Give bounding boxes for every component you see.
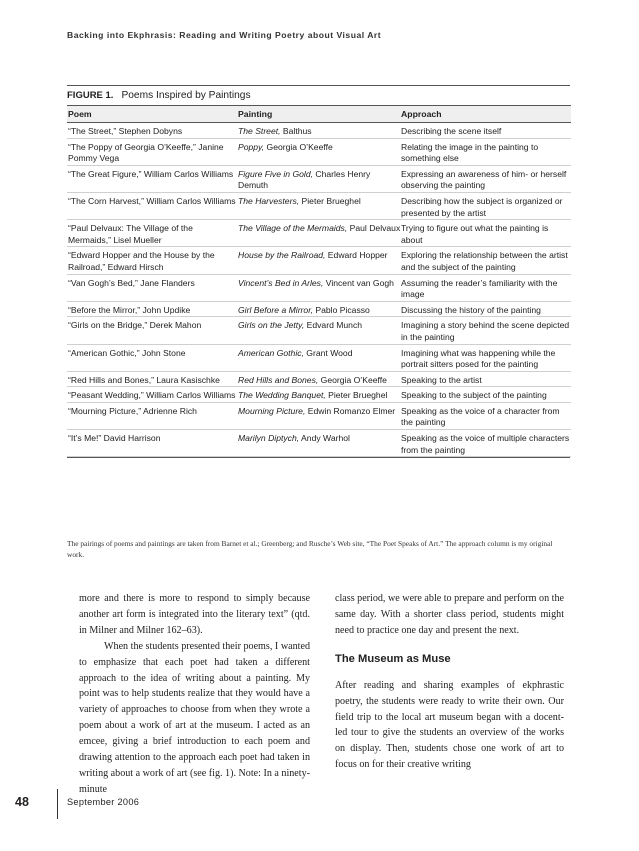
table-row <box>67 192 571 219</box>
painting-cell <box>238 301 401 317</box>
painting-title: Girls on the Jetty, <box>238 320 305 331</box>
painting-cell <box>238 371 401 387</box>
body-column-left <box>79 591 310 798</box>
painting-title: The Harvesters, <box>238 195 300 206</box>
poem-cell: “Red Hills and Bones,” Laura Kasischke <box>67 371 238 387</box>
painting-title: House by the Railroad, <box>238 250 326 261</box>
painting-artist: Edward Hopper <box>325 250 388 261</box>
table-row <box>67 220 571 247</box>
running-head: Backing into Ekphrasis: Reading and Writing Poetry about Visual Art <box>67 30 382 40</box>
table-row <box>67 123 571 139</box>
painting-artist: Edwin Romanzo Elmer <box>305 405 396 416</box>
approach-cell: Speaking as the voice of a character from the painting <box>401 402 571 429</box>
poem-cell: “Edward Hopper and the House by the Railroad,” Edward Hirsch <box>67 247 238 274</box>
table-row <box>67 317 571 344</box>
painting-artist: Grant Wood <box>303 347 353 358</box>
poem-cell: “Before the Mirror,” John Updike <box>67 301 238 317</box>
painting-cell <box>238 165 401 192</box>
figure-bottom-rule <box>67 457 570 458</box>
painting-artist: Edvard Munch <box>304 320 363 331</box>
page-number: 48 <box>15 795 29 809</box>
painting-cell <box>238 402 401 429</box>
column-header-painting: Painting <box>238 106 401 123</box>
approach-cell: Describing the scene itself <box>401 123 571 139</box>
approach-cell: Speaking as the voice of multiple characters from the painting <box>401 430 571 457</box>
poem-cell: “It’s Me!” David Harrison <box>67 430 238 457</box>
painting-title: The Village of the Mermaids, <box>238 223 348 234</box>
approach-cell: Trying to figure out what the painting is about <box>401 220 571 247</box>
table-row <box>67 301 571 317</box>
figure-1 <box>67 85 570 458</box>
section-heading: The Museum as Muse <box>335 652 451 665</box>
table-row <box>67 165 571 192</box>
painting-artist: Pieter Brueghel <box>325 390 388 401</box>
approach-cell: Discussing the history of the painting <box>401 301 571 317</box>
painting-artist: Charles Henry Demuth <box>238 168 371 191</box>
table-row <box>67 274 571 301</box>
table-row <box>67 387 571 403</box>
painting-title: Girl Before a Mirror, <box>238 304 313 315</box>
painting-cell <box>238 387 401 403</box>
footer-divider <box>57 789 58 819</box>
poem-cell: “Mourning Picture,” Adrienne Rich <box>67 402 238 429</box>
table-row <box>67 402 571 429</box>
approach-cell: Speaking to the artist <box>401 371 571 387</box>
poem-cell: “Girls on the Bridge,” Derek Mahon <box>67 317 238 344</box>
poem-cell: “Peasant Wedding,” William Carlos Williams <box>67 387 238 403</box>
painting-title: Vincent’s Bed in Arles, <box>238 277 324 288</box>
painting-title: The Street, <box>238 126 281 136</box>
painting-title: Figure Five in Gold, <box>238 168 313 179</box>
painting-title: American Gothic, <box>238 347 304 358</box>
figure-note: The pairings of poems and paintings are taken from Barnet et al.; Greenberg; and Rusche’s Web site, “The Poet Speaks of Art.” The approach column is my original work. <box>67 539 553 559</box>
painting-cell <box>238 430 401 457</box>
table-row <box>67 138 571 165</box>
paragraph: more and there is more to respond to simply because another art form is integrated into the literary text” (qtd. in Milner and Milner 162–63). <box>79 593 310 636</box>
approach-cell: Imagining a story behind the scene depicted in the painting <box>401 317 571 344</box>
poem-cell: “The Corn Harvest,” William Carlos Williams <box>67 192 238 219</box>
painting-artist: Pablo Picasso <box>312 304 370 315</box>
approach-cell: Speaking to the subject of the painting <box>401 387 571 403</box>
painting-artist: Balthus <box>280 126 312 136</box>
approach-cell: Expressing an awareness of him- or herself observing the painting <box>401 165 571 192</box>
poem-cell: “Paul Delvaux: The Village of the Mermaids,” Lisel Mueller <box>67 220 238 247</box>
painting-cell <box>238 247 401 274</box>
column-header-poem: Poem <box>67 106 238 123</box>
poem-cell: “Van Gogh’s Bed,” Jane Flanders <box>67 274 238 301</box>
figure-title: Poems Inspired by Paintings <box>121 90 251 101</box>
table-row <box>67 344 571 371</box>
column-header-approach: Approach <box>401 106 571 123</box>
painting-artist: Paul Delvaux <box>347 223 401 234</box>
painting-cell <box>238 344 401 371</box>
paragraph: When the students presented their poems, I wanted to emphasize that each poet had taken a different approach to the idea of writing about a painting. My point was to help students realize that they would have a variety of approaches to choose from when they wrote a poem about a work of art at the museum. I acted as an emcee, giving a brief introduction to each poem and drawing attention to the approach each poet had taken in writing about a work of art (see fig. 1). Note: In a ninety-minute <box>79 640 310 795</box>
painting-artist: Andy Warhol <box>299 433 350 444</box>
poems-table <box>67 105 571 457</box>
paragraph: class period, we were able to prepare and perform on the same day. With a shorter class period, students might need to practice one day and present the next. <box>335 593 564 636</box>
painting-title: Poppy, <box>238 141 265 152</box>
poem-cell: “American Gothic,” John Stone <box>67 344 238 371</box>
poem-cell: “The Great Figure,” William Carlos Williams <box>67 165 238 192</box>
poem-cell: “The Poppy of Georgia O’Keeffe,” Janine Pommy Vega <box>67 138 238 165</box>
approach-cell: Relating the image in the painting to something else <box>401 138 571 165</box>
approach-cell: Assuming the reader’s familiarity with the image <box>401 274 571 301</box>
painting-cell <box>238 274 401 301</box>
approach-cell: Exploring the relationship between the artist and the subject of the painting <box>401 247 571 274</box>
figure-caption <box>67 86 570 105</box>
painting-artist: Georgia O’Keeffe <box>264 141 333 152</box>
issue-date: September 2006 <box>67 797 140 807</box>
table-row <box>67 371 571 387</box>
painting-title: Mourning Picture, <box>238 405 306 416</box>
painting-title: Red Hills and Bones, <box>238 374 319 385</box>
poem-cell: “The Street,” Stephen Dobyns <box>67 123 238 139</box>
painting-cell <box>238 192 401 219</box>
painting-cell <box>238 138 401 165</box>
table-row <box>67 247 571 274</box>
table-header-row <box>67 106 571 123</box>
painting-artist: Pieter Brueghel <box>299 195 361 206</box>
approach-cell: Imagining what was happening while the portrait sitters posed for the painting <box>401 344 571 371</box>
body-column-right <box>335 591 564 773</box>
table-row <box>67 430 571 457</box>
painting-cell <box>238 220 401 247</box>
table-body <box>67 123 571 457</box>
painting-title: The Wedding Banquet, <box>238 390 326 401</box>
figure-label: FIGURE 1. <box>67 90 114 101</box>
paragraph: After reading and sharing examples of ekphrastic poetry, the students were ready to write their own. Our field trip to the local art museum began with a docent-led tour to give the students an overview of the works on display. Then, students chose one work of art to focus on for their creative writing <box>335 679 564 771</box>
painting-cell <box>238 317 401 344</box>
painting-artist: Vincent van Gogh <box>323 277 394 288</box>
painting-title: Marilyn Diptych, <box>238 433 300 444</box>
approach-cell: Describing how the subject is organized or presented by the artist <box>401 192 571 219</box>
painting-cell <box>238 123 401 139</box>
painting-artist: Georgia O’Keeffe <box>318 374 387 385</box>
